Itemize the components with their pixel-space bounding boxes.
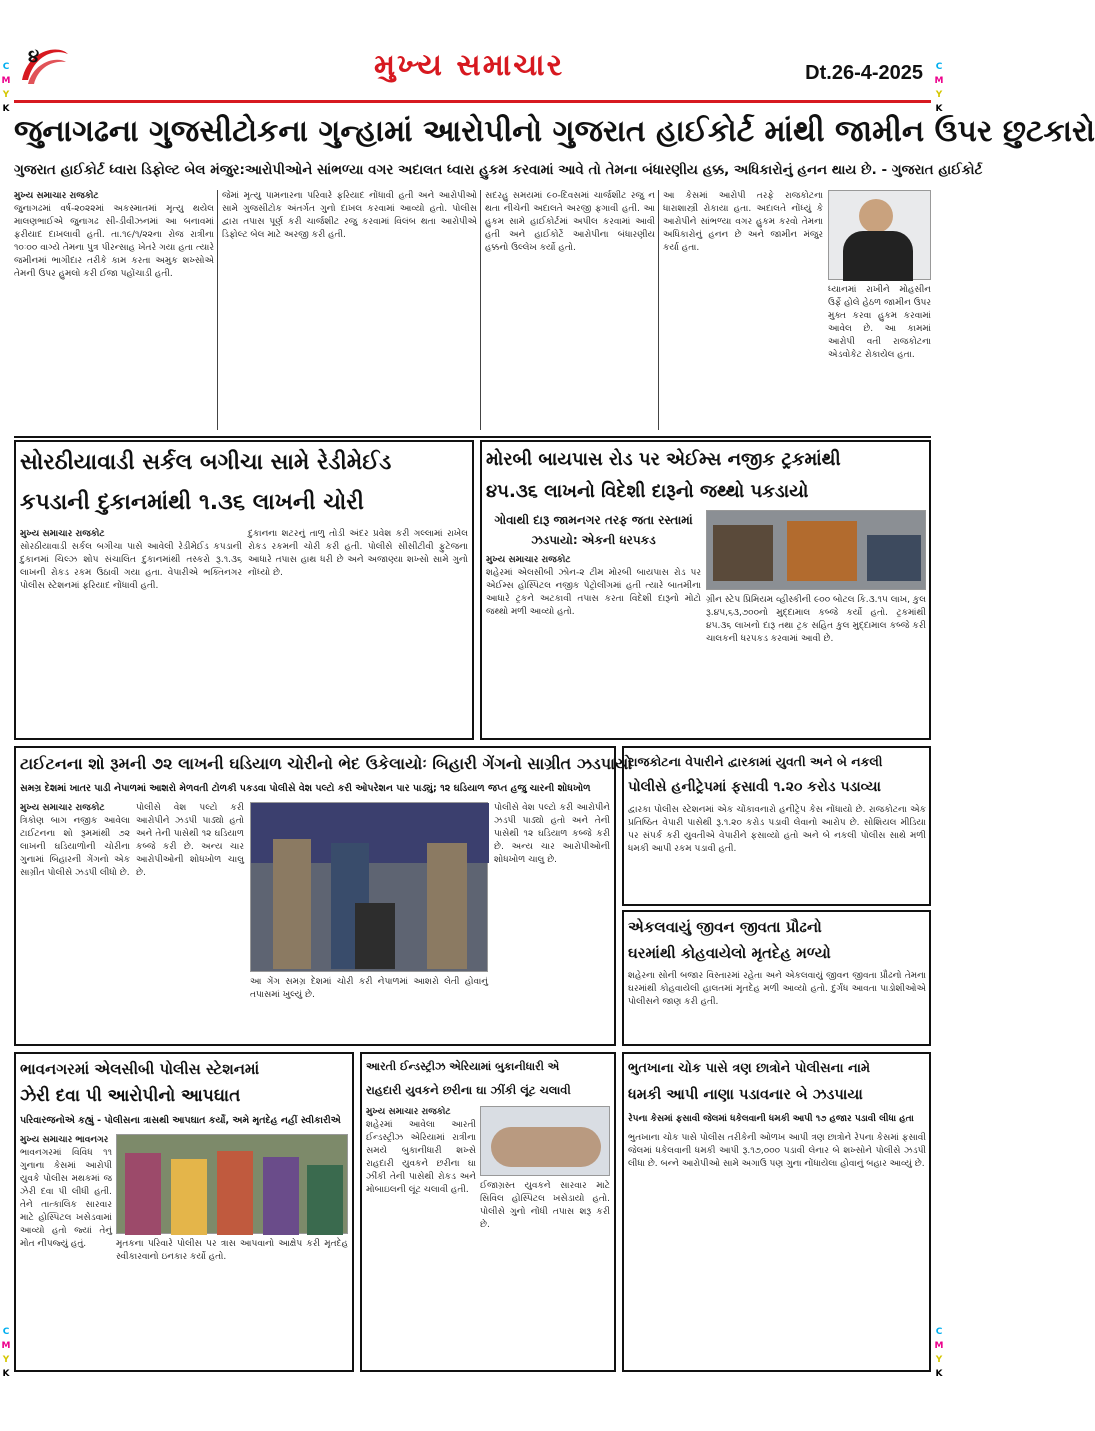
cmyk-marks-left: [0, 60, 12, 116]
cmyk-y: Y: [935, 1355, 943, 1365]
titan-byline: મુખ્ય સમાચાર રાજકોટ: [20, 803, 105, 813]
officer-3: [427, 843, 467, 969]
cmyk-k: K: [2, 104, 10, 114]
masthead: [14, 40, 931, 98]
sorathiyawadi-column-1: [20, 528, 242, 734]
morbi-headline-1: મોરબી બાયપાસ રોડ પર એઈમ્સ નજીક ટ્રકમાંથી: [486, 449, 841, 470]
bhavnagar-body-1: ભાવનગરમાં વિવિધ ૧૧ ગુનાના કેસમાં આરોપી યુવકે પોલીસ મથકમાં જ ઝેરી દવા પી લીધી હતી. તેને તાત્કાલિક સારવાર માટે હોસ્પિટલ ખસેડવામાં આવ્યો હતો જ્યાં તેનું મોત નીપજ્યું હતું.: [20, 1148, 112, 1249]
liquor-cartons: [713, 525, 773, 581]
cmyk-m: M: [1, 1341, 11, 1351]
morbi-column-2: [706, 594, 926, 734]
titan-column-4: પોલીસે વેશ પલ્ટો કરી આરોપીને ઝડપી પાડ્યો હતો અને તેની પાસેથી ૧૨ ઘડિયાળ કબ્જે કરી છે. અન્ય ચાર આરોપીઓની શોધખોળ ચાલુ છે.: [494, 803, 610, 865]
column-divider: [658, 190, 659, 430]
cmyk-y: Y: [2, 90, 10, 100]
issue-date: Dt.26-4-2025: [805, 62, 923, 84]
logo-swoosh-icon: [18, 40, 70, 92]
lead-photo-caption: ધ્યાનમાં રાખીને મોહસીન ઉર્ફે હોલે હેઠળ જામીન ઉપર મુક્ત કરવા હુકમ કરવામાં આવેલ છે. આ કામમાં આરોપી વતી રાજકોટના એડવોકેટ રોકાયેલ હતા.: [828, 285, 931, 360]
lead-column-2: [222, 190, 477, 430]
advocate-photo: [828, 190, 931, 280]
bhavnagar-column-2: મૃતકના પરિવારે પોલીસ પર ત્રાસ આપવાનો આક્ષેપ કરી મૃતદેહ સ્વીકારવાનો ઇનકાર કર્યો હતો.: [116, 1239, 348, 1262]
aarti-body-1: શહેરમાં આવેલા આરતી ઈન્ડસ્ટ્રીઝ એરિયામાં રાત્રીના સમયે બુકાનીધારી શખ્સે રાહદારી યુવકને છરીના ઘા ઝીંકી તેની પાસેથી રોકડ અને મોબાઇલની લૂંટ ચલાવી હતી.: [366, 1120, 476, 1195]
family-member-3: [217, 1151, 253, 1235]
sorathiyawadi-body-1: સોરઠીયાવાડી સર્કલ બગીચા પાસે આવેલી રેડીમેઈડ કપડાની દુકાનમાં ચિલ્ઝ શોપ સંચાલિત દુકાનમાંથી તસ્કરો રૂ.૧.૩૬ લાખની રોકડ રકમ ઉઠાવી ગયા હતા. વેપારીએ ભક્તિનગર પોલીસ સ્ટેશનમાં ફરિયાદ નોંધાવી હતી.: [20, 542, 242, 591]
titan-subhead: સમગ્ર દેશમાં ખાતર પાડી નેપાળમાં આશરો મેળવતી ટોળકી પકડવા પોલીસે વેશ પલ્ટો કરી ઓપરેશન પાર પાડ્યું; ૧૨ ઘડિયાળ જપ્ત હજુ ચારની શોધખોળ: [20, 783, 591, 794]
sorathiyawadi-headline-2: કપડાની દુકાનમાંથી ૧.૩૬ લાખની ચોરી: [20, 490, 364, 515]
lead-body-1: જુનાગઢમાં વર્ષ-૨૦૨૨માં અકસ્માતમાં મૃત્યુ થયેલ માલણભાઈએ જુનાગઢ સી-ડીવીઝનમાં આ બનાવમાં ફરીયાદ દાખલાવી હતી. તા.૧૯/૧/૨૨ના રોજ રાત્રીના ૧૦ઃ૦૦ વાગ્યે તેમના પુત્ર પીરન્સાહ ખેતરે ગયા હતા ત્યારે જમીનમાં ભાગીદાર તરીકે કામ કરતા અમુક શખ્સોએ તેમની ઉપર હુમલો કરી ઈજા પહોંચાડી હતી.: [14, 204, 214, 279]
titan-body-1: ત્રિકોણ બાગ નજીક આવેલા ટાઈટનના શો રૂમમાંથી ૭૨ લાખની ઘડિયાળોની ચોરીના ગુનામાં બિહારની ગેંગનો એક સાગ્રીત પોલીસે ઝડપી લીધો છે.: [20, 816, 130, 878]
cmyk-marks-bottom-left: [0, 1325, 12, 1381]
dwarka-headline-2: પોલીસે હનીટ્રેપમાં ફસાવી ૧.૨૦ કરોડ પડાવ્યા: [628, 779, 881, 795]
sorathiyawadi-headline-1: સોરઠીયાવાડી સર્કલ બગીચા સામે રેડીમેઈડ: [20, 450, 392, 475]
portrait-inset: [307, 1165, 343, 1235]
bhavnagar-subhead: પરિવારજનોએ કહ્યું - પોલીસના ત્રાસથી આપઘાત કર્યો, અમે મૃતદેહ નહીં સ્વીકારીએ: [20, 1115, 341, 1126]
lead-body-3: સદરહુ સમયમાં ૯૦-દિવસમાં ચાર્જશીટ રજુ ન થતા નીચેની અદાલતે અરજી ફગાવી હતી. આ હુકમ સામે હાઈકોર્ટમાં અપીલ કરવામાં આવી હતી અને હાઈકોર્ટે આરોપીના બંધારણીય હક્કનો ઉલ્લેખ કર્યો હતો.: [485, 191, 655, 253]
lead-body-2: જેમાં મૃત્યુ પામનારના પરિવારે ફરિયાદ નોંધાવી હતી અને આરોપીઓ સામે ગુજસીટોક અંતર્ગત ગુનો દાખલ કરવામાં આવ્યો હતો. પોલીસ દ્વારા તપાસ પૂર્ણ કરી ચાર્જશીટ રજુ કરવામાં વિલંબ થતા આરોપીએ ડિફોલ્ટ બેલ માટે અરજી કરી હતી.: [222, 191, 477, 240]
morbi-liquor-photo: [706, 510, 926, 590]
dwarka-body: દ્વારકા પોલીસ સ્ટેશનમાં એક ચોંકાવનારો હનીટ્રેપ કેસ નોંધાયો છે. રાજકોટના એક પ્રતિષ્ઠિત વેપારી પાસેથી રૂ.૧.૨૦ કરોડ પડાવી લેવાનો આરોપ છે. સોશિયલ મીડિયા પર સંપર્ક કરી યુવતીએ વેપારીને ફસાવ્યો હતો અને બે નકલી પોલીસ સાથે મળી ધમકી આપી રકમ પડાવી હતી.: [628, 805, 926, 854]
cmyk-y: Y: [2, 1355, 10, 1365]
aarti-column-1: [366, 1106, 476, 1366]
lead-column-1: [14, 190, 214, 430]
lead-column-4: [663, 190, 823, 430]
cmyk-c: C: [935, 62, 943, 72]
cmyk-k: K: [935, 104, 943, 114]
lead-subheadline: ગુજરાત હાઈકોર્ટ ધ્વારા ડિફોલ્ટ બેલ મંજુર:આરોપીઓને સાંભળ્યા વગર અદાલત ધ્વારા હુકમ કરવામાં આવે તો તેમના બંધારણીય હક્ક, અધિકારોનું હનન થાય છે. - ગુજરાત હાઈકોર્ટ: [14, 162, 983, 178]
aarti-byline: મુખ્ય સમાચાર રાજકોટ: [366, 1107, 451, 1117]
aarti-headline-1: આરતી ઈન્ડસ્ટ્રીઝ એરિયામાં બુકાનીધારી એ: [366, 1060, 560, 1073]
cmyk-m: M: [934, 76, 944, 86]
prodh-headline-1: એકલવાયું જીવન જીવતા પ્રૌઢનો: [628, 918, 822, 936]
section-rule: [14, 436, 931, 438]
officer-1: [273, 839, 311, 969]
titan-column-2: પોલીસે વેશ પલ્ટો કરી આરોપીને ઝડપી પાડ્યો હતો અને તેની પાસેથી ૧૨ ઘડિયાળ કબ્જે કરી છે. અન્ય ચાર આરોપીઓની શોધખોળ ચાલુ છે.: [136, 803, 244, 878]
cmyk-k: K: [935, 1369, 943, 1379]
prodh-headline-2: ઘરમાંથી કોહવાયેલો મૃતદેહ મળ્યો: [628, 944, 831, 962]
portrait-head: [859, 199, 893, 233]
morbi-photo-caption: ગ્રીન સ્ટેપ પ્રિમિયમ વ્હીસ્કીની ૯૦૦ બોટલ કિ.૩.૧૫ લાખ, કુલ રૂ.૪૫,૬૩,૭૦૦નો મુદ્દામાલ કબ્જે કર્યો હતો.: [706, 595, 926, 618]
lead-column-3: [485, 190, 655, 430]
titan-arrest-photo: [250, 802, 488, 972]
cmyk-k: K: [2, 1369, 10, 1379]
injured-youth: [491, 1127, 601, 1167]
police-team: [867, 535, 921, 581]
morbi-body-2: ટ્રકમાંથી ૪૫.૩૬ લાખનો દારૂ તથા ટ્રક સહિત કુલ મુદ્દામાલ કબ્જે કરી ચાલકની ધરપકડ કરવામાં આવી છે.: [706, 608, 926, 644]
bhutkhana-headline-1: ભુતખાના ચોક પાસે ત્રણ છાત્રોને પોલીસના નામે: [628, 1061, 871, 1076]
lead-byline: મુખ્ય સમાચાર રાજકોટ: [14, 191, 99, 201]
bhavnagar-headline-1: ભાવનગરમાં એલસીબી પોલીસ સ્ટેશનમાં: [20, 1060, 260, 1078]
morbi-byline: મુખ્ય સમાચાર રાજકોટ: [486, 555, 571, 565]
cmyk-m: M: [1, 76, 11, 86]
cmyk-marks-bottom-right: [933, 1325, 945, 1381]
morbi-column-1: [486, 554, 701, 734]
bhutkhana-headline-2: ધમકી આપી નાણા પડાવનાર બે ઝડપાયા: [628, 1087, 863, 1103]
cmyk-c: C: [2, 1327, 10, 1337]
cmyk-c: C: [935, 1327, 943, 1337]
cmyk-c: C: [2, 62, 10, 72]
titan-column-1: [20, 802, 130, 1040]
bhavnagar-column-1: [20, 1134, 112, 1366]
bhutkhana-body: ભુતખાના ચોક પાસે પોલીસ તરીકેની ઓળખ આપી ત્રણ છાત્રોને રેપના કેસમાં ફસાવી જેલમાં ધકેલવાની ધમકી આપી રૂ.૧૭,૦૦૦ પડાવી લેનાર બે શખ્સોને પોલીસે ઝડપી લીધા છે. બન્ને આરોપીઓ સામે અગાઉ પણ ગુના નોંધાયેલા હોવાનું બહાર આવ્યું છે.: [628, 1133, 926, 1169]
masthead-rule: [14, 100, 931, 103]
page-number: ૪: [28, 46, 40, 67]
portrait-suit: [843, 231, 913, 281]
aarti-column-2: ઈજાગ્રસ્ત યુવકને સારવાર માટે સિવિલ હોસ્પિટલ ખસેડાયો હતો. પોલીસે ગુનો નોંધી તપાસ શરૂ કરી છે.: [480, 1181, 610, 1230]
column-divider: [217, 190, 218, 430]
cmyk-y: Y: [935, 90, 943, 100]
sorathiyawadi-byline: મુખ્ય સમાચાર રાજકોટ: [20, 529, 105, 539]
lead-headline: જુનાગઢના ગુજસીટોકના ગુન્હામાં આરોપીનો ગુજરાત હાઈકોર્ટ માંથી જામીન ઉપર છુટકારો: [14, 114, 1095, 149]
prodh-body: શહેરના સોની બજાર વિસ્તારમાં રહેતા અને એકલવાયું જીવન જીવતા પ્રૌઢનો તેમના ઘરમાંથી કોહવાયેલી હાલતમાં મૃતદેહ મળી આવ્યો હતો. દુર્ગંધ આવતા પાડોશીઓએ પોલીસને જાણ કરી હતી.: [628, 971, 926, 1007]
bhutkhana-subhead: રેપના કેસમાં ફસાવી જેલમાં ધકેલવાની ધમકી આપી ૧૭ હજાર પડાવી લીધા હતા: [628, 1114, 914, 1124]
bhavnagar-family-photo: [116, 1134, 348, 1234]
morbi-body-1: શહેરમાં એલસીબી ઝોન-૨ ટીમ મોરબી બાયપાસ રોડ પર એઈમ્સ હોસ્પિટલ નજીક પેટ્રોલીંગમાં હતી ત્યારે બાતમીના આધારે ટ્રકને અટકાવી તપાસ કરતા વિદેશી દારૂનો મોટો જથ્થો મળી આવ્યો હતો.: [486, 568, 701, 617]
family-member-2: [171, 1159, 207, 1235]
sorathiyawadi-column-2: દુકાનના શટરનું તાળુ તોડી અંદર પ્રવેશ કરી ગલ્લામાં રાખેલ રોકડ રકમની ચોરી કરી હતી. પોલીસે સીસીટીવી ફુટેજના આધારે તપાસ હાથ ધરી છે અને અજાણ્યા શખ્સો સામે ગુનો નોંધ્યો છે.: [248, 529, 468, 578]
aarti-victim-photo: [480, 1106, 610, 1176]
bhavnagar-headline-2: ઝેરી દવા પી આરોપીનો આપઘાત: [20, 1086, 241, 1106]
morbi-subhead: ગોવાથી દારૂ જામનગર તરફ જતા રસ્તામાં ઝડપાયો: એકની ધરપકડ: [494, 513, 693, 547]
cmyk-marks-right: [933, 60, 945, 116]
accused: [355, 903, 395, 969]
truck: [787, 521, 857, 581]
aarti-headline-2: રાહદારી યુવકને છરીના ઘા ઝીંકી લૂંટ ચલાવી: [366, 1083, 571, 1097]
family-member-1: [125, 1153, 161, 1235]
morbi-headline-2: ૪૫.૩૬ લાખનો વિદેશી દારૂનો જથ્થો પકડાયો: [486, 481, 809, 502]
lead-body-4: આ કેસમાં આરોપી તરફે રાજકોટના ધારાશાસ્ત્રી રોકાયા હતા. અદાલતે નોંધ્યું કે આરોપીને સાંભળ્યા વગર હુકમ કરવો તેમના અધિકારોનું હનન છે અને જામીન મંજુર કર્યા હતા.: [663, 191, 823, 253]
section-title: મુખ્ય સમાચાર: [374, 48, 565, 83]
titan-headline: ટાઈટનના શો રૂમની ૭૨ લાખની ઘડિયાળ ચોરીનો ભેદ ઉકેલાયોઃ બિહારી ગેંગનો સાગ્રીત ઝડપાયો: [20, 754, 633, 773]
family-member-4: [263, 1157, 299, 1235]
column-divider: [480, 190, 481, 430]
bhavnagar-byline: મુખ્ય સમાચાર ભાવનગર: [20, 1135, 109, 1145]
dwarka-headline-1: રાજકોટના વેપારીને દ્વારકામાં યુવતી અને બે નકલી: [628, 754, 883, 769]
titan-column-3: આ ગેંગ સમગ્ર દેશમાં ચોરી કરી નેપાળમાં આશરો લેતી હોવાનું તપાસમાં ખુલ્યું છે.: [250, 977, 488, 1000]
cmyk-m: M: [934, 1341, 944, 1351]
